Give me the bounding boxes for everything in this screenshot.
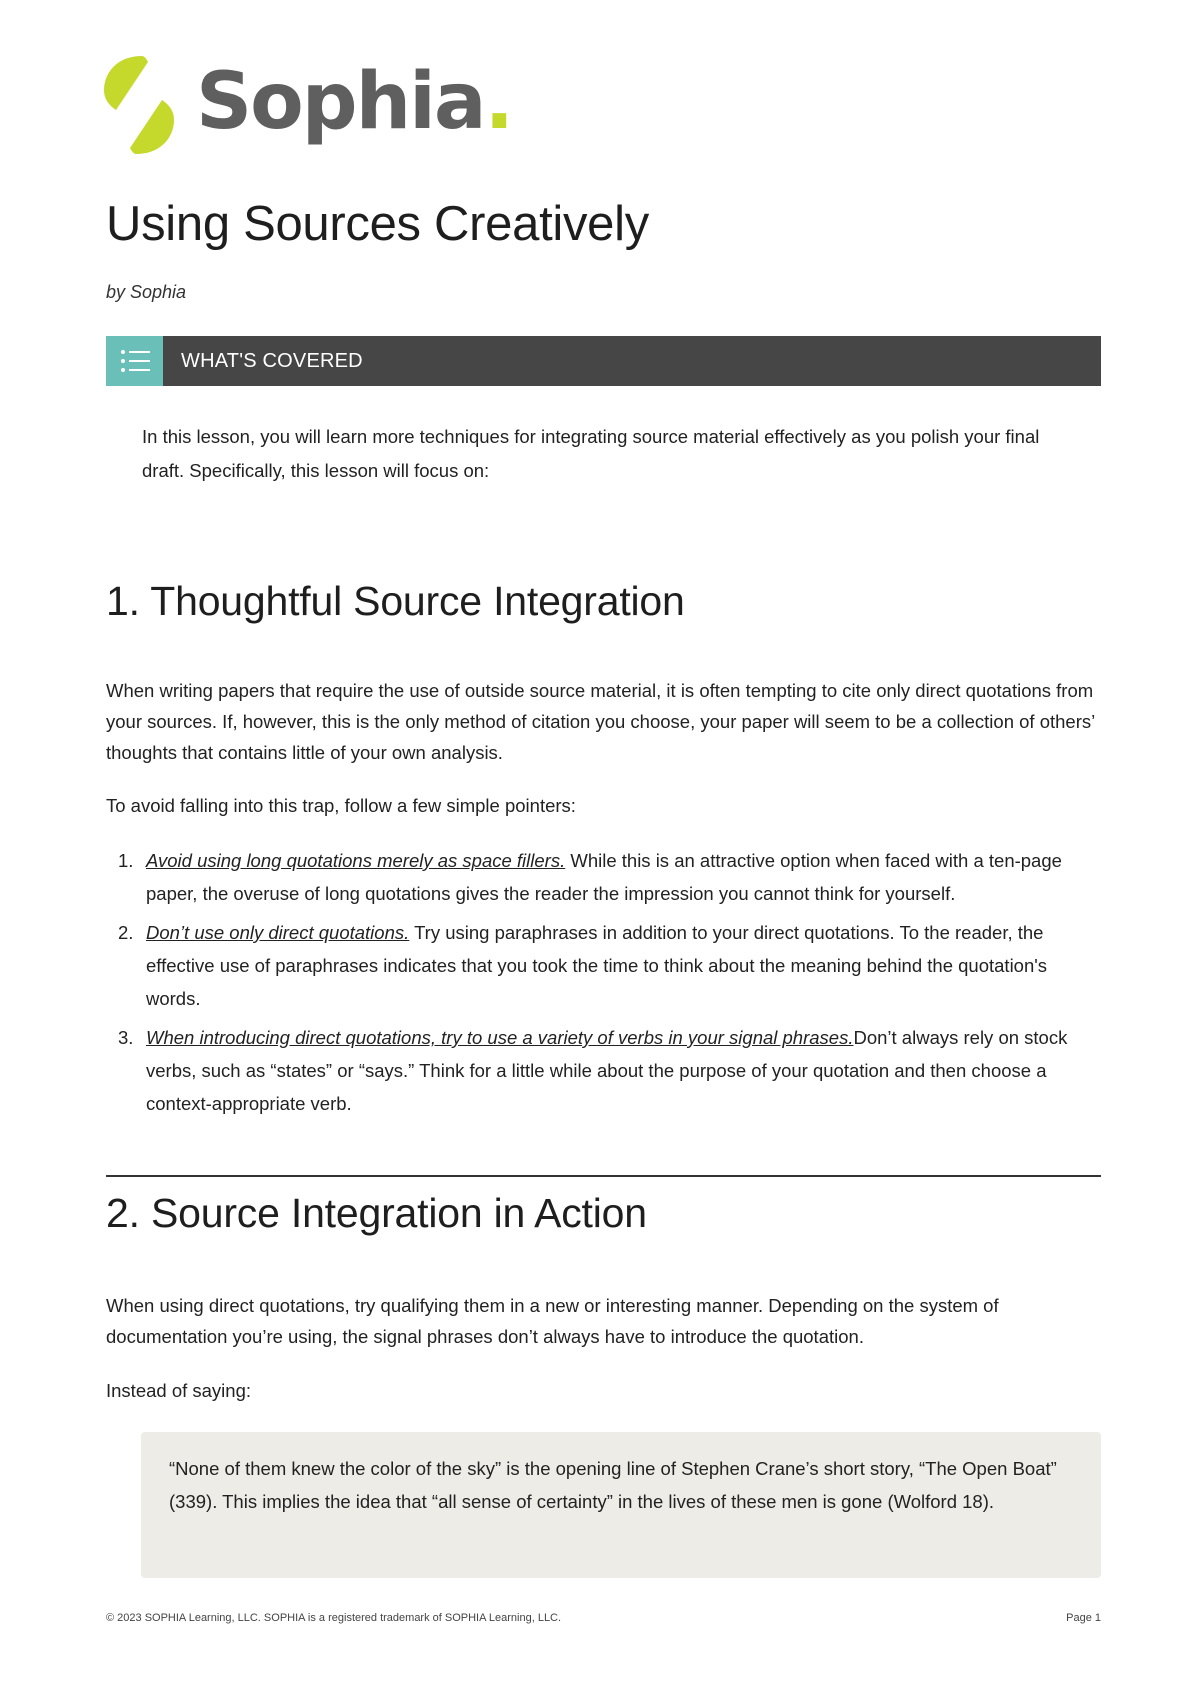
section-2-paragraph: When using direct quotations, try qualifying them in a new or interesting manner. Depending on the system of documentation you’re using, the signal phrases don’t always have to introduce the quotation. [106, 1295, 999, 1347]
pointer-lead: Don’t use only direct quotations. [146, 922, 410, 943]
page-footer [106, 1612, 1101, 1624]
pointer-text: While this is an attractive option when faced with a ten-page paper, the overuse of long quotations gives the reader the impression you cannot think for yourself. [146, 850, 1062, 904]
intro-text: In this lesson, you will learn more techniques for integrating source material effectively as you polish your final draft. Specifically, this lesson will focus on: [142, 426, 1040, 481]
sophia-logo [104, 56, 512, 154]
section-1-lead-in: To avoid falling into this trap, follow a few simple pointers: [106, 795, 576, 816]
whats-covered-label: WHAT'S COVERED [181, 350, 363, 372]
list-number: 1. [118, 850, 134, 871]
list-item [106, 916, 1101, 1015]
copyright-text: © 2023 SOPHIA Learning, LLC. SOPHIA is a registered trademark of SOPHIA Learning, LLC. [106, 1612, 562, 1624]
sophia-wordmark: Sophia. [196, 57, 513, 147]
pointer-lead: When introducing direct quotations, try to use a variety of verbs in your signal phrases. [146, 1027, 854, 1048]
pointer-text: Don’t always rely on stock verbs, such as “states” or “says.” Think for a little while about the purpose of your quotation and then choose a context-appropriate verb. [146, 1027, 1068, 1114]
page-number: Page 1 [1066, 1612, 1101, 1624]
section-2-lead-in: Instead of saying: [106, 1380, 252, 1401]
byline: by Sophia [106, 282, 187, 302]
example-quote-box [141, 1432, 1101, 1578]
section-1-heading: 1. Thoughtful Source Integration [106, 578, 685, 624]
whats-covered-bar [106, 336, 1101, 386]
list-icon [106, 336, 163, 386]
list-number: 3. [118, 1027, 134, 1048]
section-1-paragraph: When writing papers that require the use of outside source material, it is often tempting to cite only direct quotations from your sources. If, however, this is the only method of citation you choose, your paper will seem to be a collection of others’ thoughts that contains little of your own analysis. [106, 680, 1095, 763]
section-divider [106, 1175, 1101, 1177]
page-title: Using Sources Creatively [106, 197, 649, 251]
list-number: 2. [118, 922, 134, 943]
section-2-heading: 2. Source Integration in Action [106, 1190, 647, 1236]
sophia-logo-icon [104, 56, 174, 154]
example-quote-text: “None of them knew the color of the sky” is the opening line of Stephen Crane’s short story, “The Open Boat” (339). This implies the idea that “all sense of certainty” in the lives of these men is gone (Wolford 18). [169, 1458, 1057, 1512]
pointer-lead: Avoid using long quotations merely as space fillers. [146, 850, 566, 871]
pointer-text: Try using paraphrases in addition to your direct quotations. To the reader, the effective use of paraphrases indicates that you took the time to think about the meaning behind the quotation's words. [146, 922, 1048, 1009]
pointers-list [106, 844, 1101, 1126]
list-item [106, 844, 1101, 910]
list-item [106, 1021, 1101, 1120]
